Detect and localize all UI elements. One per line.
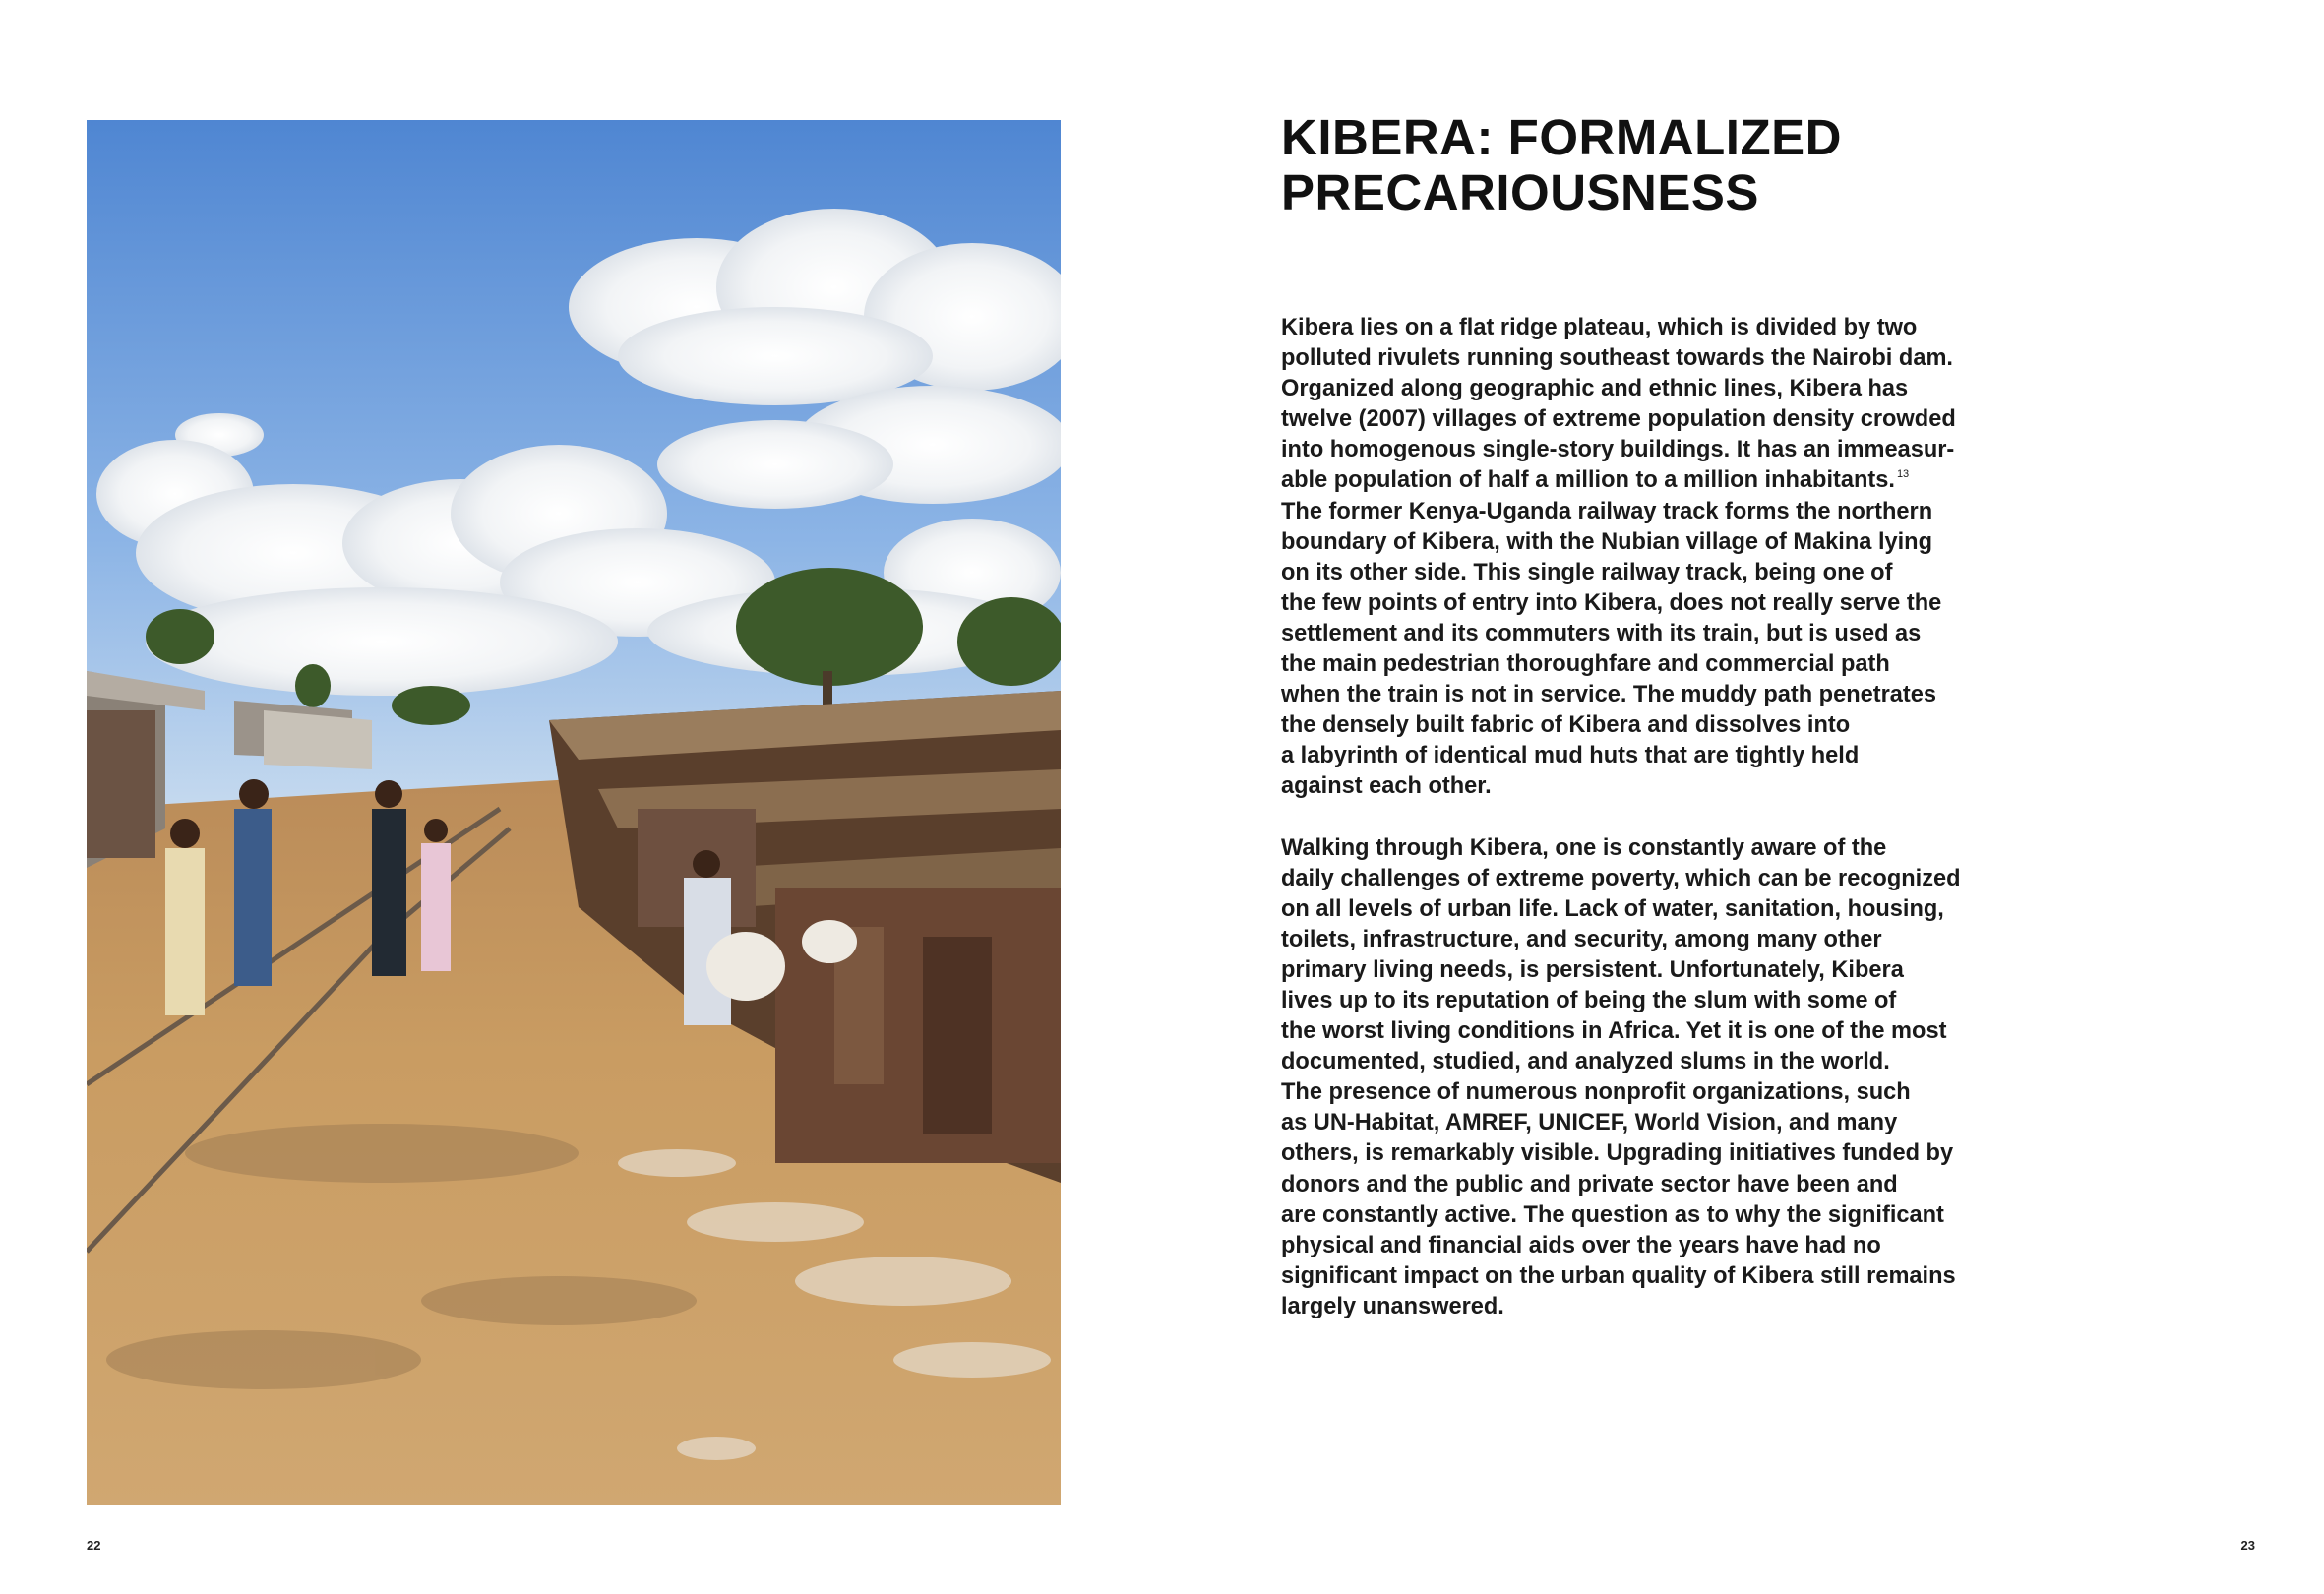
text-line: a labyrinth of identical mud huts that are tightly held [1281,743,1860,769]
text-line: are constantly active. The question as to why the significant [1281,1201,1944,1228]
article [1281,110,1989,1353]
text-line: on all levels of urban life. Lack of water, sanitation, housing, [1281,895,1944,922]
text-line: the main pedestrian thoroughfare and commercial path [1281,651,1890,678]
text-line: Walking through Kibera, one is constantly aware of the [1281,834,1887,861]
text-line: documented, studied, and analyzed slums in the world. [1281,1049,1890,1075]
photo-kibera-railway-street-icon [87,120,1061,1505]
text-line: against each other. [1281,773,1492,800]
text-line: boundary of Kibera, with the Nubian village of Makina lying [1281,528,1933,555]
text-line: settlement and its commuters with its train, but is used as [1281,620,1922,646]
title-line-2: PRECARIOUSNESS [1281,164,1759,220]
text-line: able population of half a million to a million inhabitants. [1281,467,1895,494]
text-line: on its other side. This single railway track, being one of [1281,559,1893,585]
text-line-with-footnote [1281,465,1989,496]
text-line: the worst living conditions in Africa. Yet it is one of the most [1281,1018,1947,1045]
text-line: when the train is not in service. The muddy path penetrates [1281,682,1937,708]
text-line: the densely built fabric of Kibera and dissolves into [1281,712,1851,739]
page-number-left: 22 [87,1538,101,1553]
article-body [1281,313,1989,1322]
article-title [1281,110,1989,220]
text-line: as UN-Habitat, AMREF, UNICEF, World Vision, and many [1281,1110,1898,1136]
kibera-photo [87,120,1061,1505]
text-line: The former Kenya-Uganda railway track forms the northern [1281,498,1933,524]
text-line: polluted rivulets running southeast towards the Nairobi dam. [1281,345,1953,372]
text-line: into homogenous single-story buildings. It has an immeasur- [1281,437,1955,463]
text-line: Kibera lies on a flat ridge plateau, which is divided by two [1281,315,1918,340]
text-line: donors and the public and private sector have been and [1281,1171,1898,1197]
text-line: daily challenges of extreme poverty, which can be recognized [1281,865,1961,891]
page-number-right: 23 [2240,1538,2255,1553]
text-line: toilets, infrastructure, and security, among many other [1281,926,1882,952]
text-line: others, is remarkably visible. Upgrading initiatives funded by [1281,1140,1954,1167]
text-line: primary living needs, is persistent. Unfortunately, Kibera [1281,956,1904,983]
paragraph-1 [1281,313,1989,803]
text-line: the few points of entry into Kibera, does not really serve the [1281,589,1942,616]
text-line: largely unanswered. [1281,1293,1504,1319]
paragraph-2 [1281,833,1989,1323]
text-line: physical and financial aids over the years have had no [1281,1232,1881,1258]
text-line: lives up to its reputation of being the slum with some of [1281,987,1897,1013]
text-line: The presence of numerous nonprofit organizations, such [1281,1079,1911,1106]
footnote-marker[interactable]: 13 [1896,468,1910,481]
text-line: significant impact on the urban quality of Kibera still remains [1281,1262,1956,1289]
text-line: Organized along geographic and ethnic lines, Kibera has [1281,376,1909,402]
text-line: twelve (2007) villages of extreme population density crowded [1281,406,1956,433]
title-line-1: KIBERA: FORMALIZED [1281,109,1842,165]
